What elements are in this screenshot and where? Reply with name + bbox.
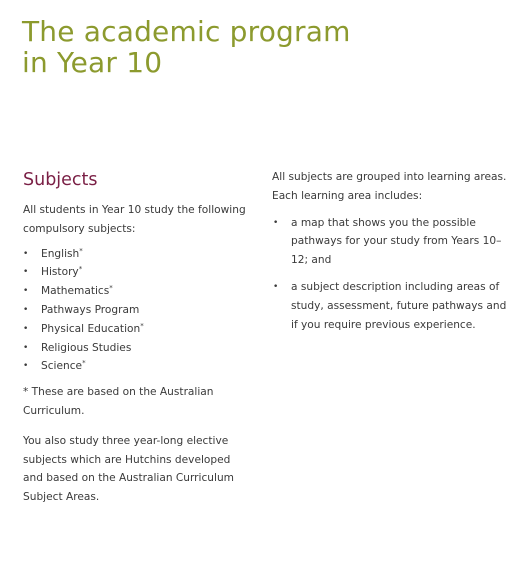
footnote-marker: * bbox=[79, 246, 83, 255]
subjects-intro: All students in Year 10 study the following compulsory subjects: bbox=[23, 204, 246, 235]
list-item bbox=[23, 245, 248, 264]
curriculum-footnote: * These are based on the Australian Curriculum. bbox=[23, 386, 214, 417]
subject-name: History bbox=[41, 266, 79, 279]
list-item bbox=[23, 357, 248, 376]
subjects-list bbox=[23, 245, 248, 377]
learning-areas-intro: All subjects are grouped into learning areas. Each learning area includes: bbox=[272, 171, 507, 202]
list-item bbox=[23, 282, 248, 301]
page-title bbox=[22, 16, 351, 78]
learning-areas-column bbox=[272, 168, 512, 342]
learning-areas-list bbox=[272, 214, 512, 335]
subject-name: Science bbox=[41, 360, 83, 373]
list-item bbox=[23, 263, 248, 282]
footnote-marker: * bbox=[82, 359, 86, 368]
list-item bbox=[23, 301, 248, 320]
subject-name: Physical Education bbox=[41, 322, 141, 335]
subject-name: Religious Studies bbox=[41, 341, 132, 354]
page-title-line-2: in Year 10 bbox=[22, 46, 163, 79]
footnote-marker: * bbox=[109, 284, 113, 293]
subject-name: Pathways Program bbox=[41, 303, 140, 316]
footnote-marker: * bbox=[140, 321, 144, 330]
subjects-column bbox=[23, 168, 248, 507]
elective-note: You also study three year-long elective subjects which are Hutchins developed and based on the Australian Curriculum Subject Areas. bbox=[23, 434, 234, 504]
page-title-line-1: The academic program bbox=[22, 15, 351, 48]
subject-name: English bbox=[41, 247, 80, 260]
list-item bbox=[23, 320, 248, 339]
subjects-heading: Subjects bbox=[23, 170, 98, 190]
list-item: • a subject description including areas of study, assessment, future pathways and if you require previous experience. bbox=[272, 278, 512, 334]
list-item: • a map that shows you the possible pathways for your study from Years 10–12; and bbox=[272, 214, 512, 270]
subject-name: Mathematics bbox=[41, 285, 110, 298]
list-item bbox=[23, 339, 248, 358]
footnote-marker: * bbox=[78, 265, 83, 274]
